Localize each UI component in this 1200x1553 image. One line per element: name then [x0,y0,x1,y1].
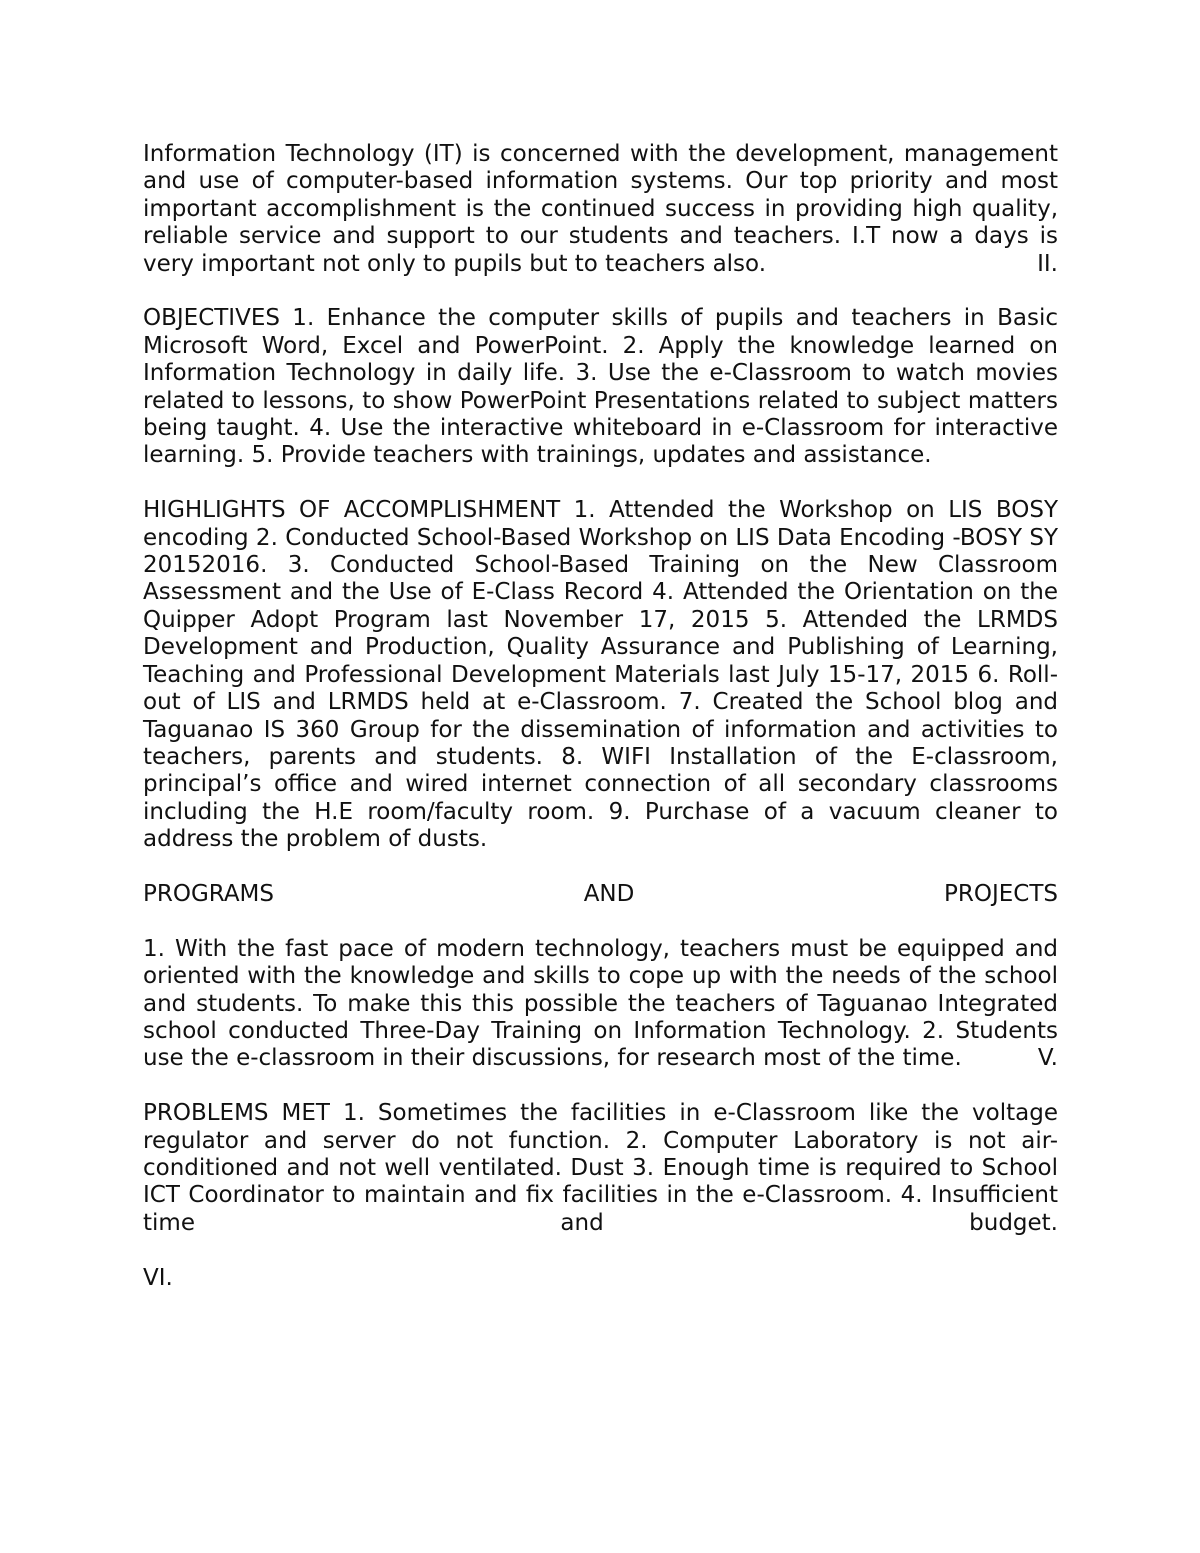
section-marker-ii: II. [1037,250,1058,277]
section-marker-v: V. [1037,1045,1058,1072]
section-marker-vi: VI. [143,1264,173,1291]
programs-text: 1. With the fast pace of modern technology, teachers must be equipped and oriented with the knowledge and skills to cope up with the needs of the school and students. To make this this possible the teachers of Taguanao Integrated school conducted Three-Day Training on Information Technology. 2. Students use the e-classroom in their discussions, for research most of the time. [143,935,1058,1072]
intro-text: Information Technology (IT) is concerned with the development, management and use of computer-based information systems. Our top priority and most important accomplishment is the continued success in providing high quality, reliable service and support to our students and teachers. I.T now a days is very important not only to pupils but to teachers also. [143,141,1058,277]
problems-paragraph [143,1100,1058,1237]
programs-heading-word-3: PROJECTS [944,880,1058,907]
programs-heading-word-1: PROGRAMS [143,880,275,907]
highlights-text: HIGHLIGHTS OF ACCOMPLISHMENT 1. Attended the Workshop on LIS BOSY encoding 2. Conducted School-Based Workshop on LIS Data Encoding -BOSY SY 20152016. 3. Conducted School-Based Training on the New Classroom Assessment and the Use of E-Class Record 4. Attended the Orientation on the Quipper Adopt Program last November 17, 2015 5. Attended the LRMDS Development and Production, Quality Assurance and Publishing of Learning, Teaching and Professional Development Materials last July 15-17, 2015 6. Roll-out of LIS and LRMDS held at e-Classroom. 7. Created the School blog and Taguanao IS 360 Group for the dissemination of information and activities to teachers, parents and students. 8. WIFI Installation of the E-classroom, principal’s office and wired internet connection of all secondary classrooms including the H.E room/faculty room. 9. Purchase of a vacuum cleaner to address the problem of dusts. [143,497,1058,853]
highlights-paragraph [143,497,1058,853]
document-page [143,141,1058,1319]
problems-text: PROBLEMS MET 1. Sometimes the facilities in e-Classroom like the voltage regulator and server do not function. 2. Computer Laboratory is not air-conditioned and not well ventilated. Dust 3. Enough time is required to School ICT Coordinator to maintain and fix facilities in the e-Classroom. 4. Insufficient time and budget. [143,1100,1058,1236]
programs-heading-word-2: AND [583,880,635,907]
objectives-text: OBJECTIVES 1. Enhance the computer skills of pupils and teachers in Basic Microsoft Word, Excel and PowerPoint. 2. Apply the knowledge learned on Information Technology in daily life. 3. Use the e-Classroom to watch movies related to lessons, to show PowerPoint Presentations related to subject matters being taught. 4. Use the interactive whiteboard in e-Classroom for interactive learning. 5. Provide teachers with trainings, updates and assistance. [143,305,1058,469]
programs-paragraph [143,936,1058,1073]
objectives-paragraph [143,305,1058,469]
programs-heading [143,881,1058,908]
